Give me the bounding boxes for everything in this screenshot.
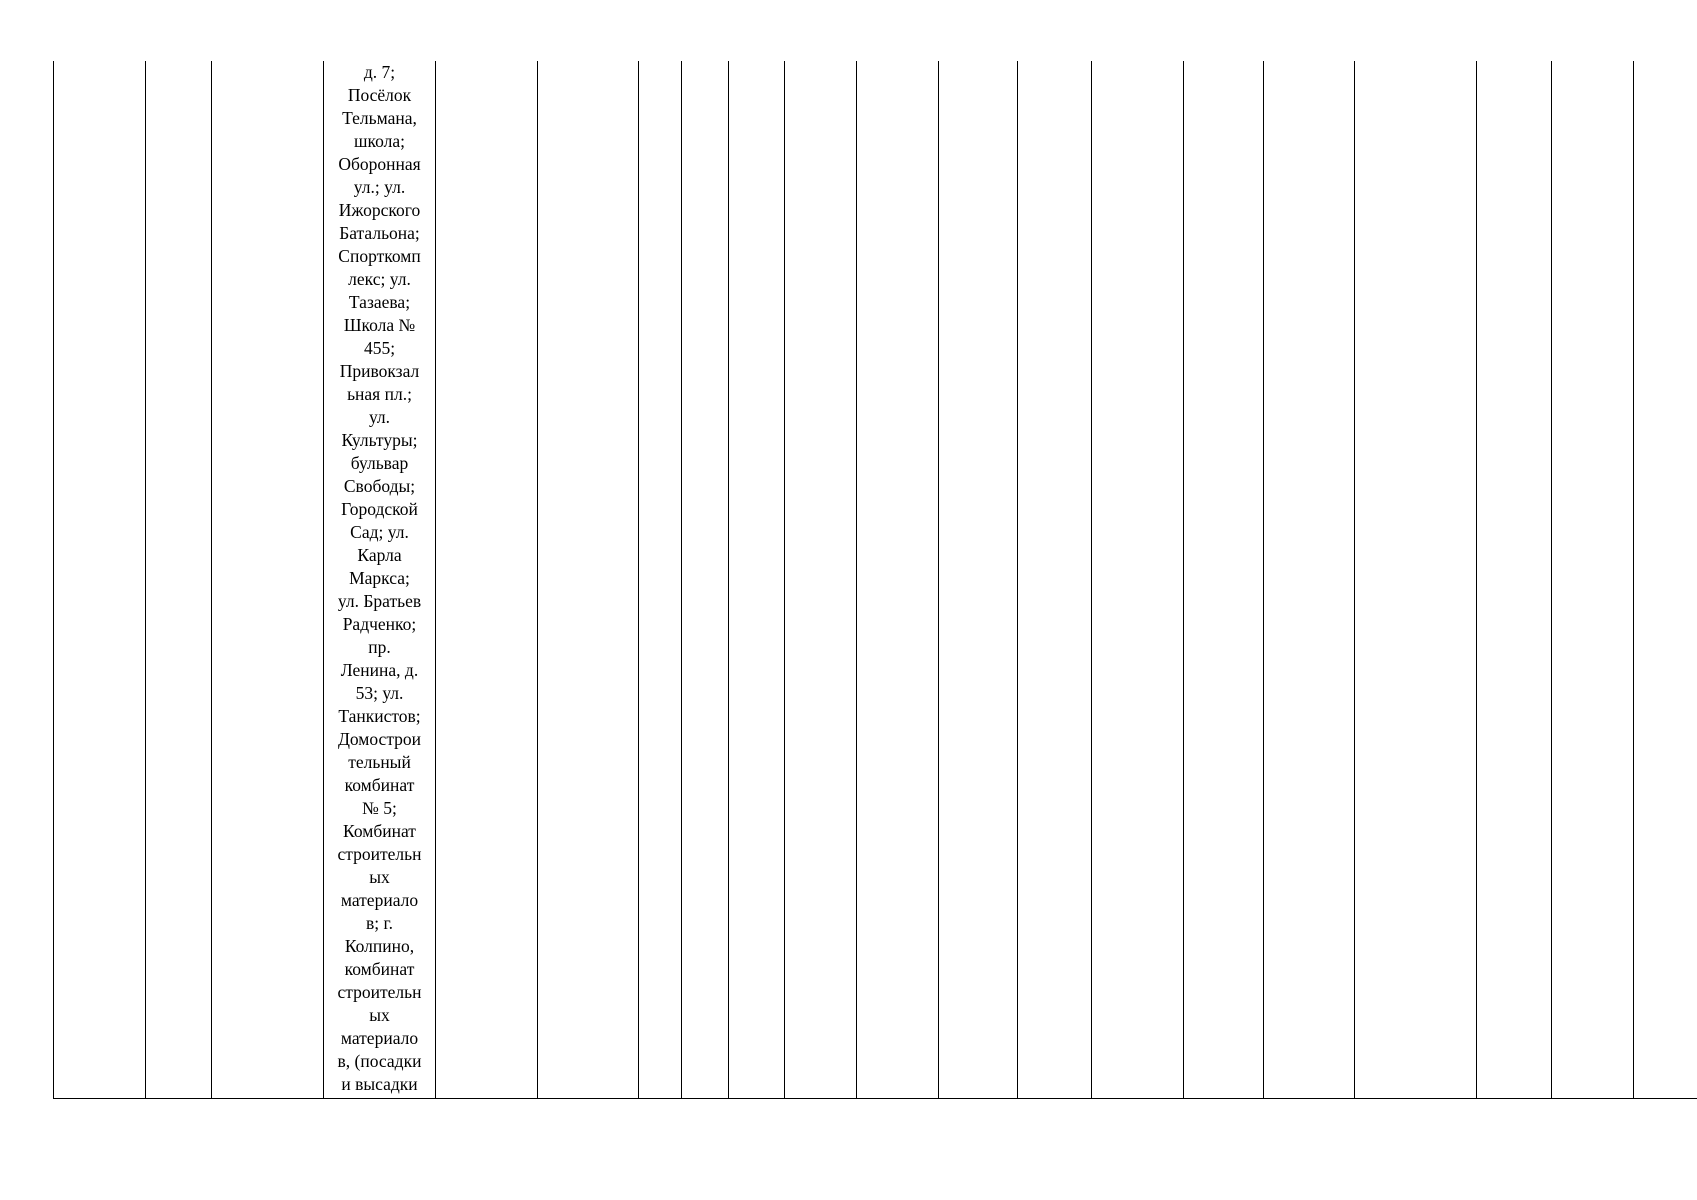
table-cell (1634, 61, 1697, 1099)
table-cell (1264, 61, 1355, 1099)
table-cell (1092, 61, 1184, 1099)
table-cell (538, 61, 639, 1099)
table-row (54, 61, 1697, 1099)
table-cell (639, 61, 682, 1099)
table-cell (1355, 61, 1477, 1099)
table-cell (1552, 61, 1634, 1099)
table-cell (146, 61, 212, 1099)
table-cell (939, 61, 1018, 1099)
document-table (53, 61, 1697, 1099)
table-cell (436, 61, 538, 1099)
table-cell (1184, 61, 1264, 1099)
table-cell (54, 61, 146, 1099)
table-cell (212, 61, 324, 1099)
table-cell (785, 61, 857, 1099)
table-cell (729, 61, 785, 1099)
table-cell (1018, 61, 1092, 1099)
table-cell (682, 61, 729, 1099)
table-cell-route-stops (324, 61, 436, 1099)
route-stops-text: д. 7; Посёлок Тельмана, школа; Оборонная ул.; ул. Ижорского Батальона; Спорткомп лекс; ул. Тазаева; Школа № 455; Привокзал ьная пл.; ул. Культуры; бульвар Свободы; Городской Сад; ул. Карла Маркса; ул. Братьев Радченко; пр. Ленина, д. 53; ул. Танкистов; Домострои тельный комбинат № 5; Комбинат строительн ых материало в; г. Колпино, комбинат строительн ых материало в, (посадки и высадки (337, 62, 422, 1094)
table-cell (857, 61, 939, 1099)
table-cell (1477, 61, 1552, 1099)
